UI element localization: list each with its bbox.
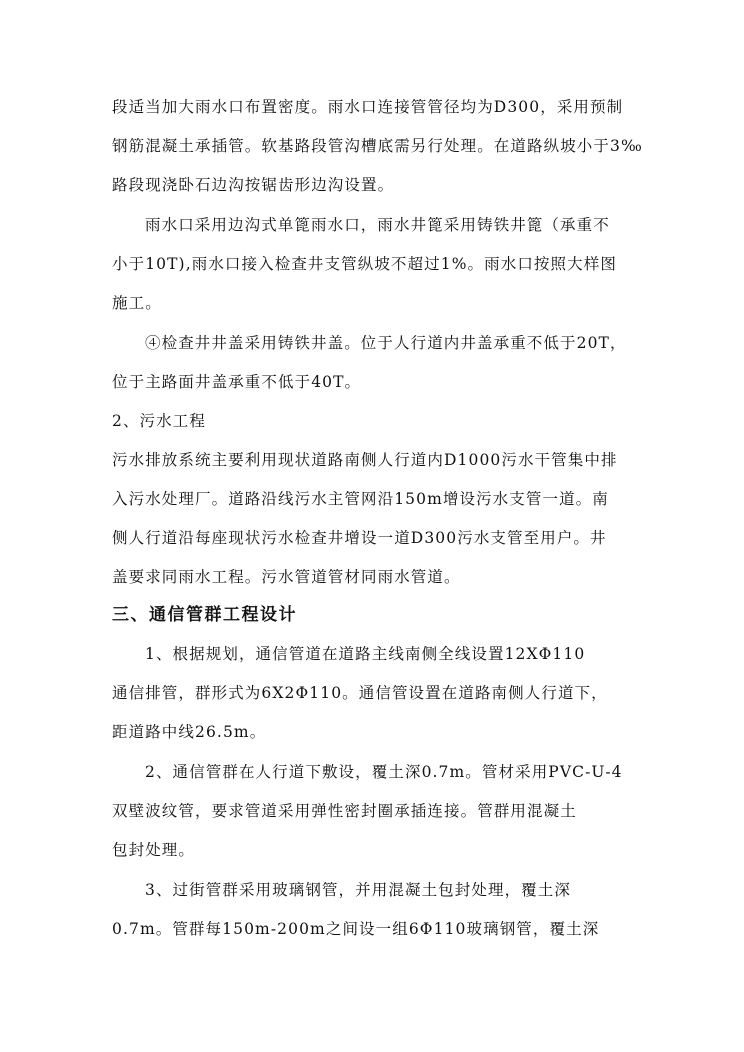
paragraph-line: ④检查井井盖采用铸铁井盖。位于人行道内井盖承重不低于20T， (145, 334, 627, 352)
paragraph-line: 小于10T),雨水口接入检查井支管纵坡不超过1%。雨水口按照大样图 (112, 255, 617, 273)
paragraph-line: 距道路中线26.5m。 (112, 723, 267, 741)
paragraph-line: 通信排管，群形式为6X2Φ110。通信管设置在道路南侧人行道下， (112, 684, 608, 702)
paragraph-line: 0.7m。管群每150m-200m之间设一组6Φ110玻璃钢管，覆土深 (112, 920, 600, 938)
paragraph-line: 侧人行道沿每座现状污水检查井增设一道D300污水支管至用户。井 (112, 529, 607, 547)
paragraph-line: 2、通信管群在人行道下敷设，覆土深0.7m。管材采用PVC-U-4 (145, 763, 623, 781)
paragraph-line: 双壁波纹管，要求管道采用弹性密封圈承插连接。管群用混凝土 (112, 802, 577, 820)
paragraph-line: 位于主路面井盖承重不低于40T。 (112, 373, 362, 391)
paragraph-line: 3、过街管群采用玻璃钢管，并用混凝土包封处理，覆土深 (145, 881, 571, 899)
paragraph-line: 污水排放系统主要利用现状道路南侧人行道内D1000污水干管集中排 (112, 451, 618, 469)
paragraph-line: 盖要求同雨水工程。污水管道管材同雨水管道。 (112, 568, 461, 586)
paragraph-line: 钢筋混凝土承插管。软基路段管沟槽底需另行处理。在道路纵坡小于3‰ (112, 137, 643, 155)
paragraph-line: 施工。 (112, 294, 162, 312)
paragraph-line: 段适当加大雨水口布置密度。雨水口连接管管径均为D300，采用预制 (112, 98, 624, 116)
subsection-title: 2、污水工程 (112, 412, 206, 430)
paragraph-line: 路段现浇卧石边沟按锯齿形边沟设置。 (112, 176, 395, 194)
section-heading: 三、通信管群工程设计 (112, 605, 297, 625)
paragraph-line: 包封处理。 (112, 841, 196, 859)
paragraph-line: 入污水处理厂。道路沿线污水主管网沿150m增设污水支管一道。南 (112, 490, 609, 508)
paragraph-line: 1、根据规划，通信管道在道路主线南侧全线设置12XΦ110 (145, 645, 586, 663)
paragraph-line: 雨水口采用边沟式单篦雨水口，雨水井篦采用铸铁井篦（承重不 (145, 216, 610, 234)
